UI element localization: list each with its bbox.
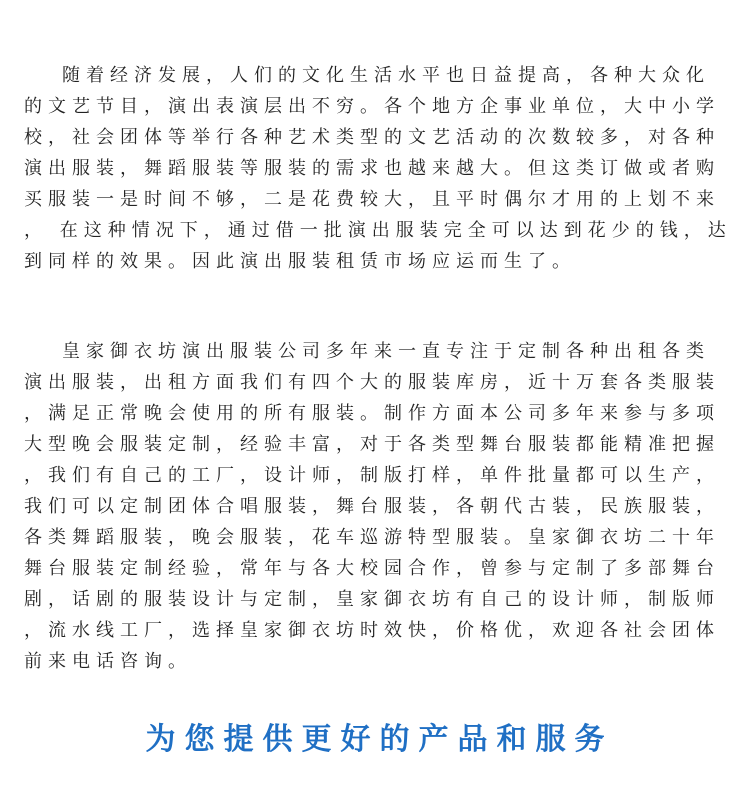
paragraph-line: 的文艺节目，演出表演层出不穷。各个地方企事业单位，大中小学 bbox=[24, 96, 720, 117]
paragraph-line: 剧，话剧的服装设计与定制，皇家御衣坊有自己的设计师，制版师 bbox=[24, 589, 720, 610]
paragraph-line: ，流水线工厂，选择皇家御衣坊时效快，价格优，欢迎各社会团体 bbox=[24, 620, 720, 641]
paragraph-line: 舞台服装定制经验，常年与各大校园合作，曾参与定制了多部舞台 bbox=[24, 558, 720, 579]
company-paragraph bbox=[24, 336, 734, 677]
paragraph-line: 到同样的效果。因此演出服装租赁市场应运而生了。 bbox=[24, 251, 576, 272]
paragraph-line: 大型晚会服装定制，经验丰富，对于各类型舞台服装都能精准把握 bbox=[24, 434, 720, 455]
paragraph-line: 演出服装，舞蹈服装等服装的需求也越来越大。但这类订做或者购 bbox=[24, 158, 720, 179]
paragraph-line: ，满足正常晚会使用的所有服装。制作方面本公司多年来参与多项 bbox=[24, 403, 720, 424]
paragraph-line: 演出服装，出租方面我们有四个大的服装库房，近十万套各类服装 bbox=[24, 372, 720, 393]
paragraph-line: 买服装一是时间不够，二是花费较大，且平时偶尔才用的上划不来 bbox=[24, 189, 720, 210]
paragraph-line: 随着经济发展，人们的文化生活水平也日益提高，各种大众化 bbox=[62, 65, 710, 86]
paragraph-line: 各类舞蹈服装，晚会服装，花车巡游特型服装。皇家御衣坊二十年 bbox=[24, 527, 720, 548]
intro-paragraph bbox=[24, 60, 734, 277]
paragraph-line: ， 在这种情况下，通过借一批演出服装完全可以达到花少的钱，达 bbox=[24, 220, 732, 241]
paragraph-line: 校，社会团体等举行各种艺术类型的文艺活动的次数较多，对各种 bbox=[24, 127, 720, 148]
service-slogan-heading: 为您提供更好的产品和服务 bbox=[145, 722, 614, 757]
paragraph-line: 我们可以定制团体合唱服装，舞台服装，各朝代古装，民族服装， bbox=[24, 496, 720, 517]
paragraph-line: 皇家御衣坊演出服装公司多年来一直专注于定制各种出租各类 bbox=[62, 341, 710, 362]
paragraph-line: ，我们有自己的工厂，设计师，制版打样，单件批量都可以生产， bbox=[24, 465, 720, 486]
paragraph-line: 前来电话咨询。 bbox=[24, 651, 192, 672]
